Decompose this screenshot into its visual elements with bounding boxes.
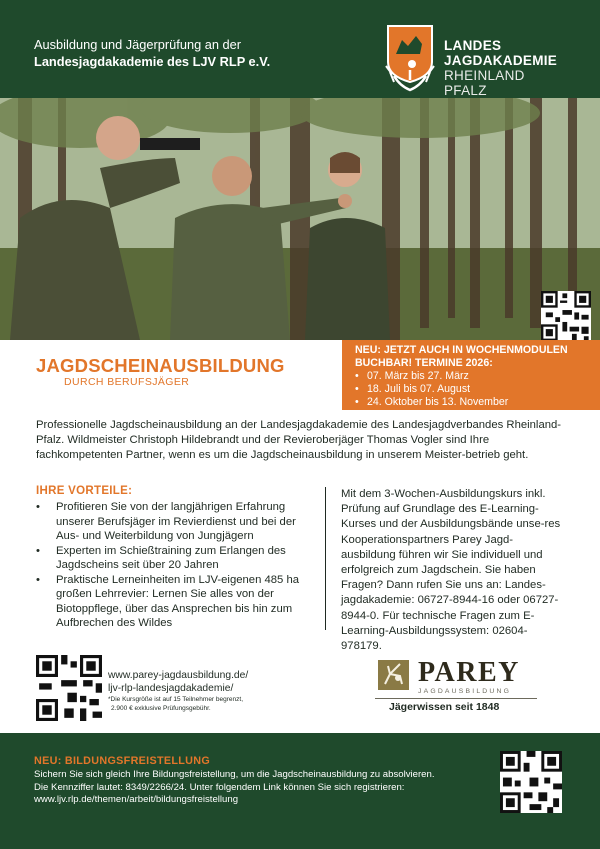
parey-subtitle: JAGDAUSBILDUNG	[418, 688, 512, 695]
footnote-line-1: *Die Kursgröße ist auf 15 Teilnehmer begrenzt,	[108, 696, 244, 703]
announcement-box	[342, 340, 600, 410]
course-footnote	[108, 695, 288, 713]
qr-code-icon[interactable]	[36, 655, 102, 721]
advantage-item: • Profitieren Sie von der langjährigen Erfahrung unserer Berufsjäger im Revierdienst und bei der Aus- und Weiterbildung von Jungjägern	[36, 500, 318, 544]
header-line-2: Landesjagdakademie des LJV RLP e.V.	[34, 54, 271, 69]
page-title: JAGDSCHEINAUSBILDUNG	[36, 355, 285, 376]
logo-line-1: LANDES	[444, 38, 502, 53]
announcement-date: • 07. März bis 27. März	[355, 370, 508, 383]
advantages-list	[36, 500, 318, 631]
announcement-date: • 24. Oktober bis 13. November	[355, 396, 508, 409]
column-divider	[325, 487, 326, 630]
hunter-stag-crest-icon	[384, 24, 436, 98]
qr-code-icon[interactable]	[541, 291, 591, 340]
advantages-title: IHRE VORTEILE:	[36, 485, 133, 497]
parey-logo	[375, 657, 537, 713]
footnote-line-2: 2.900 € exklusive Prüfungsgebühr.	[111, 705, 211, 712]
advantage-item: • Praktische Lerneinheiten im LJV-eigenen 485 ha großen Lehrrevier: Lernen Sie alles von der Biotoppflege, über das Ansprechen bis hin zum Aufbrechen des Wildes	[36, 573, 318, 631]
footer-line-2: Die Kennziffer lautet: 8349/2266/24. Unter folgendem Link können Sie sich registrieren:	[34, 781, 405, 793]
header-line-1: Ausbildung und Jägerprüfung an der	[34, 37, 242, 52]
footer-line-1: Sichern Sie sich gleich Ihre Bildungsfreistellung, um die Jagdscheinausbildung zu absolvieren.	[34, 769, 435, 780]
course-link-line-1[interactable]: www.parey-jagdausbildung.de/	[108, 670, 249, 681]
logo-line-2: JAGDAKADEMIE	[444, 53, 558, 68]
parey-divider	[375, 698, 537, 699]
announcement-date-list	[355, 370, 508, 408]
page-subtitle: DURCH BERUFSJÄGER	[64, 376, 190, 388]
parey-slogan: Jägerwissen seit 1848	[389, 701, 500, 713]
forest-hunters-photo	[0, 98, 600, 340]
footer-link[interactable]: www.ljv.rlp.de/themen/arbeit/bildungsfreistellung	[34, 794, 239, 806]
announcement-headline: NEU: JETZT AUCH IN WOCHENMODULEN BUCHBAR! TERMINE 2026:	[355, 344, 568, 369]
footer-band	[0, 733, 600, 849]
logo-wordmark	[444, 38, 557, 98]
qr-code-icon[interactable]	[500, 751, 562, 813]
intro-paragraph: Professionelle Jagdscheinausbildung an der Landesjagdakademie des Landesjagdverbandes Rheinland-Pfalz. Wildmeister Christoph Hildebrandt und der Revieroberjäger Thomas Vogler sind Ihre fachkompetenten Partner, wenn es um die Jagdscheinausbildung in unserem Meister-betrieb geht.	[36, 419, 562, 461]
course-link[interactable]	[108, 670, 248, 695]
forest-scene-illustration	[0, 98, 600, 340]
advantage-item: • Experten im Schießtraining zum Erlangen des Jagdscheins seit über 20 Jahren	[36, 544, 318, 573]
footer-title: NEU: BILDUNGSFREISTELLUNG	[34, 755, 211, 767]
header-band	[0, 0, 600, 98]
parey-name: PAREY	[418, 657, 520, 688]
stag-logo-icon	[378, 660, 409, 690]
announcement-date: • 18. Juli bis 07. August	[355, 383, 508, 396]
logo-line-4: PFALZ	[444, 83, 487, 98]
course-info-paragraph: Mit dem 3-Wochen-Ausbildungskurs inkl. Prüfung auf Grundlage des E-Learning-Kurses und der Ausbildungsbände unse-res Kooperationspartners Parey Jagd-ausbildung führen wir Sie individuell und erfolgreich zum Jagdschein. Sie haben Fragen? Dann rufen Sie uns an: Landes-jagdakademie: 06727-8944-16 oder 06727-8944-0. Für technische Fragen zum E-Learning-Ausbildungssystem: 02604-978179.	[341, 488, 561, 653]
footer-text	[34, 769, 504, 807]
logo-line-3: RHEINLAND	[444, 68, 525, 83]
course-link-line-2[interactable]: ljv-rlp-landesjagdakademie/	[108, 682, 234, 694]
header-text	[34, 36, 270, 70]
